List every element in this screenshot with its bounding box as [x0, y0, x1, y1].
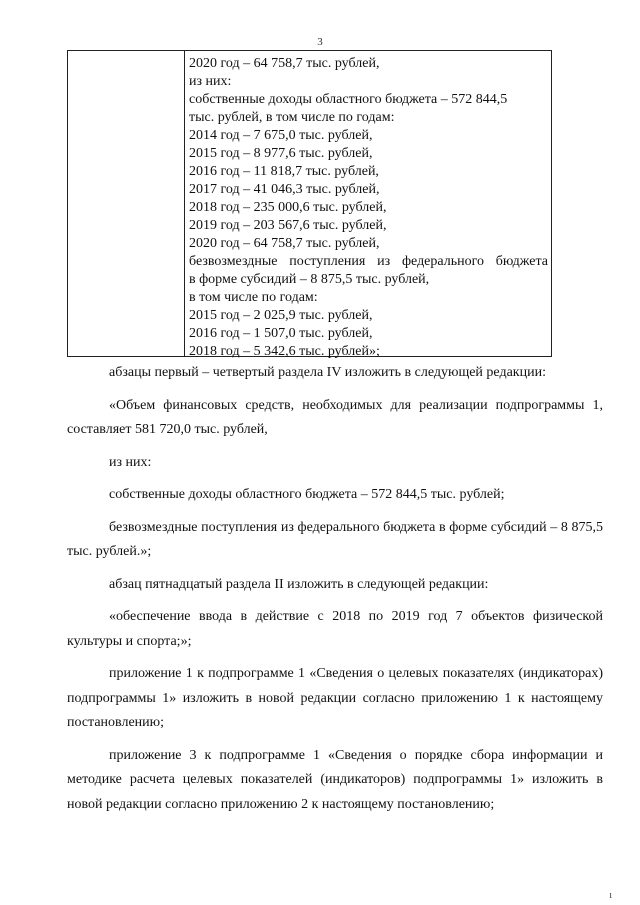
paragraph: безвозмездные поступления из федерального бюджета в форме субсидий – 8 875,5 тыс. рублей.»;	[67, 519, 603, 559]
table-line: 2018 год – 5 342,6 тыс. рублей»;	[189, 344, 380, 359]
table-line: в том числе по годам:	[189, 290, 318, 305]
paragraph: приложение 3 к подпрограмме 1 «Сведения о порядке сбора информации и методике расчета целевых показателей (индикаторов) подпрограммы 1» изложить в новой редакции согласно приложению 2 к настоящему постановлению;	[67, 747, 603, 812]
table-line: 2020 год – 64 758,7 тыс. рублей,	[189, 236, 380, 251]
table-line: собственные доходы областного бюджета – 572 844,5	[189, 92, 508, 107]
corner-mark: ı	[609, 890, 612, 901]
paragraph: собственные доходы областного бюджета – 572 844,5 тыс. рублей;	[109, 487, 505, 502]
table-line: 2016 год – 11 818,7 тыс. рублей,	[189, 164, 379, 179]
table-line: 2020 год – 64 758,7 тыс. рублей,	[189, 56, 380, 71]
document-body	[67, 361, 603, 817]
table-line: 2017 год – 41 046,3 тыс. рублей,	[189, 182, 380, 197]
table-line: 2015 год – 8 977,6 тыс. рублей,	[189, 146, 373, 161]
paragraph: приложение 1 к подпрограмме 1 «Сведения о целевых показателях (индикаторах) подпрограммы 1» изложить в новой редакции согласно приложению 1 к настоящему постановлению;	[67, 666, 603, 730]
funding-table	[67, 50, 552, 357]
page-number: 3	[317, 36, 323, 48]
paragraph: абзац пятнадцатый раздела II изложить в следующей редакции:	[109, 576, 489, 592]
paragraph: «обеспечение ввода в действие с 2018 по 2019 год 7 объектов физической культуры и спорта;»;	[67, 609, 603, 649]
table-line: 2016 год – 1 507,0 тыс. рублей,	[189, 326, 373, 341]
paragraph: абзацы первый – четвертый раздела IV изложить в следующей редакции:	[109, 365, 546, 380]
paragraph: из них:	[109, 454, 152, 470]
table-line: из них:	[189, 74, 232, 89]
paragraph: «Объем финансовых средств, необходимых для реализации подпрограммы 1, составляет 581 720,0 тыс. рублей,	[67, 397, 603, 437]
table-line: 2014 год – 7 675,0 тыс. рублей,	[189, 128, 373, 143]
table-line: в форме субсидий – 8 875,5 тыс. рублей,	[189, 272, 430, 287]
table-line: тыс. рублей, в том числе по годам:	[189, 110, 395, 125]
table-left-cell	[68, 51, 185, 356]
table-line: 2018 год – 235 000,6 тыс. рублей,	[189, 200, 387, 215]
table-line: 2015 год – 2 025,9 тыс. рублей,	[189, 308, 373, 323]
table-line: 2019 год – 203 567,6 тыс. рублей,	[189, 218, 387, 233]
table-line: безвозмездные поступления из федерального бюджета	[189, 254, 548, 269]
table-right-cell	[185, 51, 551, 361]
